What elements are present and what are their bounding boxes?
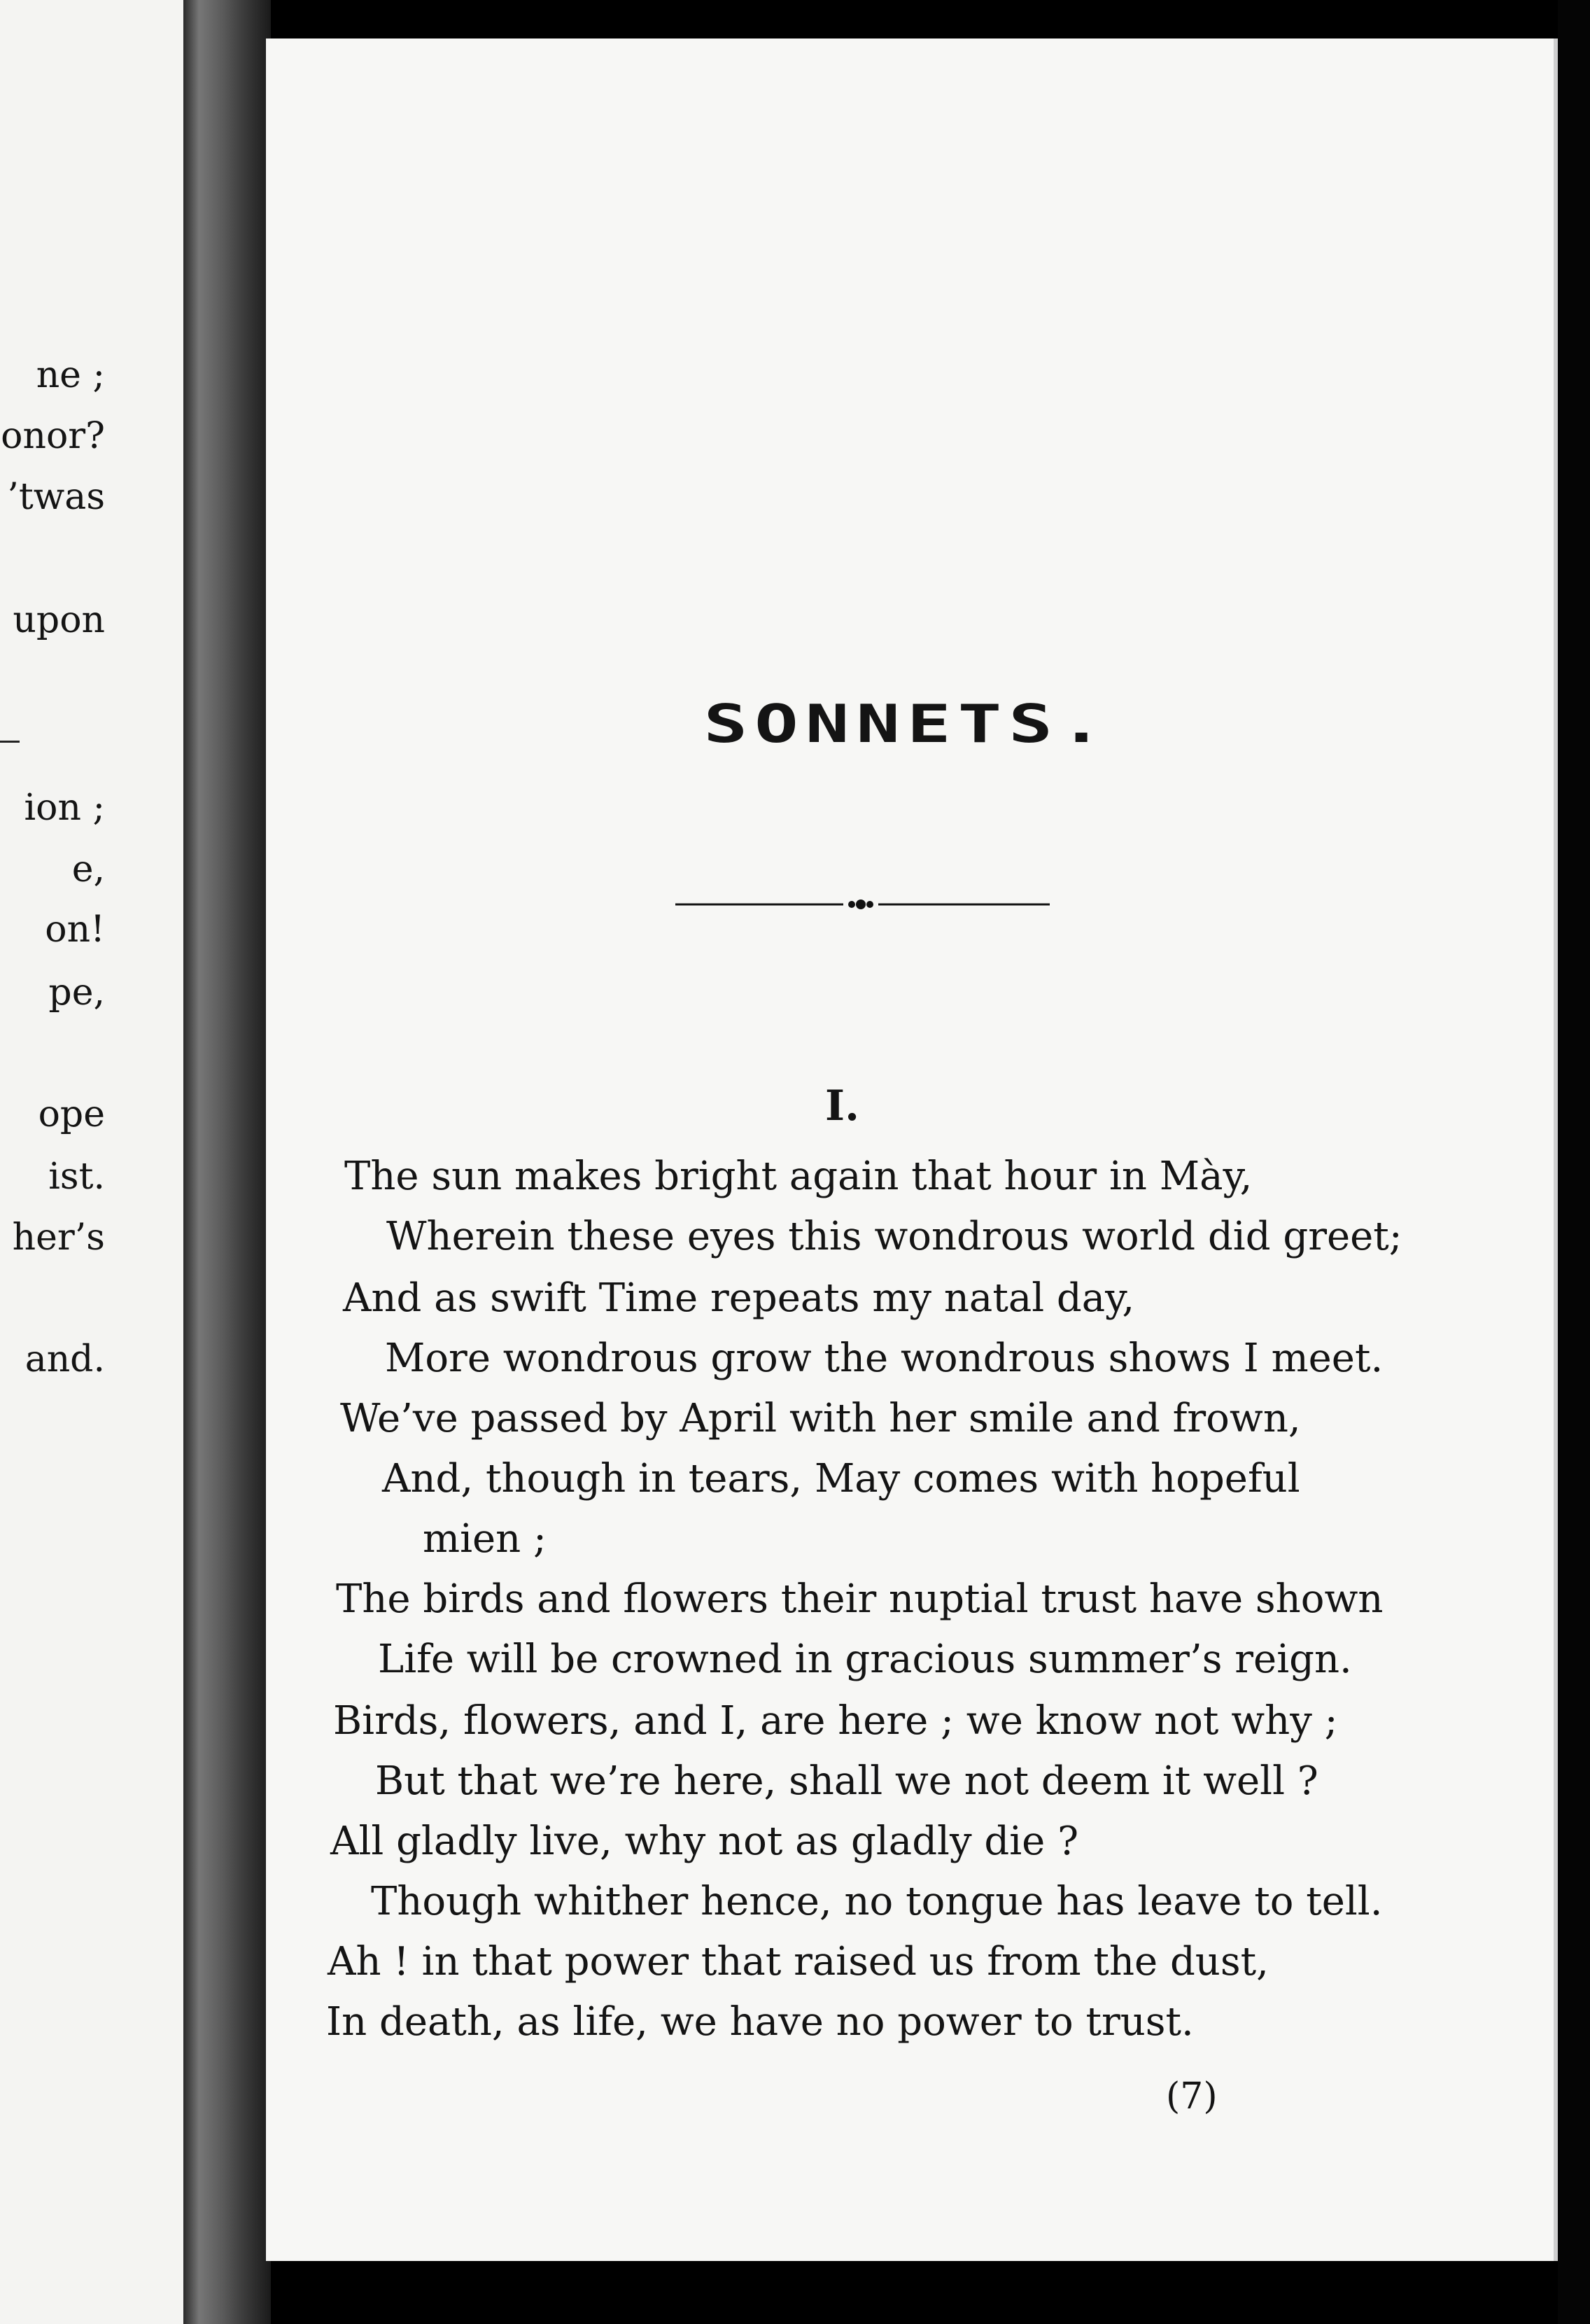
left-fragment: ’twas	[7, 476, 105, 518]
left-fragment: e,	[71, 848, 105, 890]
left-fragment: ne ;	[36, 354, 105, 396]
left-fragment: on!	[45, 909, 105, 951]
sonnet-number: I.	[825, 1082, 859, 1130]
verse-line: Wherein these eyes this wondrous world did greet;	[386, 1214, 1402, 1259]
verse-line: In death, as life, we have no power to trust.	[326, 1999, 1194, 2045]
page-number: (7)	[1166, 2076, 1218, 2118]
ornamental-rule	[675, 894, 1050, 915]
verse-line: Life will be crowned in gracious summer’s reign.	[378, 1637, 1352, 1682]
left-fragment: upon	[13, 599, 105, 641]
scan-border	[1558, 0, 1590, 2324]
left-fragment: ist.	[48, 1156, 105, 1198]
verse-line: mien ;	[423, 1516, 547, 1562]
left-fragment: her’s	[12, 1217, 105, 1259]
verse-line: Ah ! in that power that raised us from the dust,	[328, 1939, 1269, 1984]
page-title: SONNETS.	[703, 693, 1111, 755]
left-rule	[0, 741, 20, 743]
verse-line: The birds and flowers their nuptial trust have shown	[336, 1576, 1384, 1622]
verse-line: Birds, flowers, and I, are here ; we know not why ;	[333, 1698, 1338, 1744]
left-fragment: pe,	[48, 972, 105, 1014]
left-fragment: onor?	[1, 415, 105, 457]
verse-line: The sun makes bright again that hour in Mày,	[344, 1154, 1253, 1199]
book-gutter	[183, 0, 271, 2324]
left-fragment: and.	[24, 1338, 105, 1380]
verse-line: And as swift Time repeats my natal day,	[343, 1275, 1135, 1321]
verse-line: Though whither hence, no tongue has leave to tell.	[371, 1879, 1383, 1924]
verse-line: But that we’re here, shall we not deem it well ?	[375, 1758, 1318, 1804]
verse-line: And, though in tears, May comes with hopeful	[382, 1456, 1300, 1502]
verse-line: More wondrous grow the wondrous shows I meet.	[385, 1336, 1384, 1381]
verse-line: We’ve passed by April with her smile and frown,	[340, 1396, 1301, 1441]
verse-line: All gladly live, why not as gladly die ?	[330, 1819, 1079, 1864]
right-page	[266, 38, 1558, 2261]
left-fragment: ope	[38, 1093, 105, 1135]
left-fragment: ion ;	[24, 787, 105, 829]
